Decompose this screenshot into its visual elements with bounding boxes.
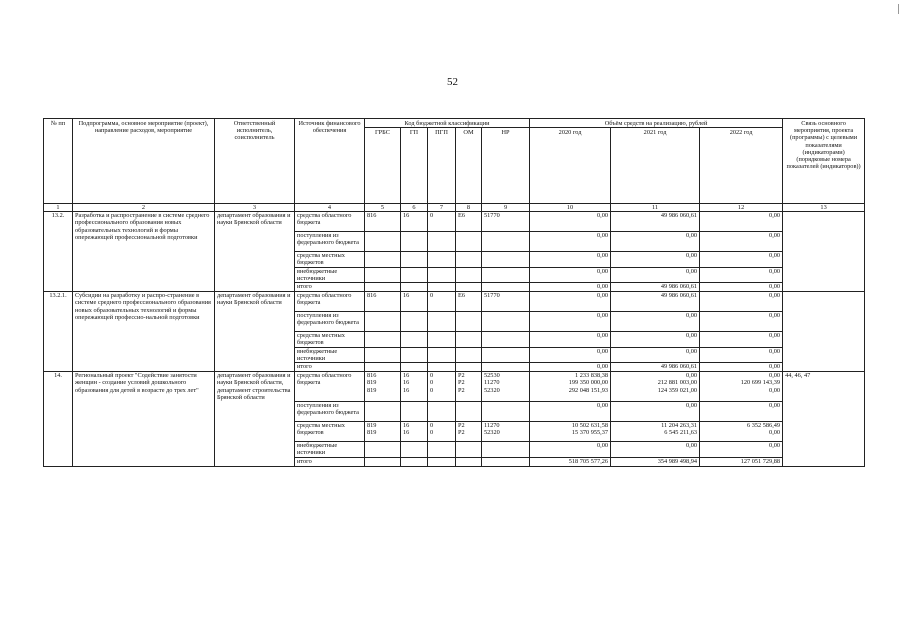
cell-line: 0,00 bbox=[597, 347, 609, 355]
budget-code bbox=[365, 422, 401, 442]
row-number: 13.2. bbox=[44, 212, 73, 292]
budget-code bbox=[428, 232, 456, 252]
cell-line: 124 359 021,00 bbox=[657, 386, 698, 394]
total-2020: 518 705 577,26 bbox=[530, 457, 611, 466]
budget-code bbox=[401, 232, 428, 252]
cell-line: 0,00 bbox=[597, 402, 609, 410]
amount-2020 bbox=[530, 332, 611, 347]
amount-2022 bbox=[700, 422, 783, 442]
budget-code bbox=[456, 252, 482, 267]
budget-code bbox=[428, 252, 456, 267]
code-line: 0 bbox=[430, 422, 434, 430]
amount-2022 bbox=[700, 442, 783, 457]
total-2022: 127 051 729,88 bbox=[700, 457, 783, 466]
budget-code bbox=[482, 312, 530, 332]
code-line: P2 bbox=[458, 372, 465, 380]
code-line: 16 bbox=[403, 372, 410, 380]
amount-2022 bbox=[700, 332, 783, 347]
total-label: итого bbox=[295, 363, 365, 372]
cell-line: 0,00 bbox=[686, 442, 698, 450]
amount-2020 bbox=[530, 347, 611, 362]
cell-line: 15 370 955,37 bbox=[571, 429, 609, 437]
column-number: 3 bbox=[215, 204, 295, 212]
amount-2022 bbox=[700, 312, 783, 332]
code-line: 819 bbox=[367, 386, 377, 394]
cell-line: 0,00 bbox=[769, 442, 781, 450]
funding-source: средства местных бюджетов bbox=[295, 422, 365, 442]
budget-code bbox=[428, 292, 456, 312]
cell-line: 0,00 bbox=[769, 267, 781, 275]
cell-line: 11 204 263,31 bbox=[661, 422, 698, 430]
code-line: 51770 bbox=[484, 292, 500, 300]
budget-code bbox=[456, 212, 482, 232]
cell-line: 0,00 bbox=[686, 312, 698, 320]
code-line: 816 bbox=[367, 292, 377, 300]
amount-2021 bbox=[611, 267, 700, 282]
cell-line: 0,00 bbox=[686, 267, 698, 275]
budget-code bbox=[365, 332, 401, 347]
amount-2020 bbox=[530, 442, 611, 457]
budget-code bbox=[482, 363, 530, 372]
row-number: 13.2.1. bbox=[44, 292, 73, 372]
code-line: P2 bbox=[458, 386, 465, 394]
budget-table bbox=[43, 118, 865, 467]
header-2021: 2021 год bbox=[611, 128, 700, 204]
total-2021: 49 986 060,61 bbox=[611, 363, 700, 372]
budget-code bbox=[428, 332, 456, 347]
amount-2021 bbox=[611, 252, 700, 267]
amount-2021 bbox=[611, 372, 700, 402]
budget-code bbox=[365, 212, 401, 232]
cell-line: 0,00 bbox=[597, 212, 609, 220]
column-number-row bbox=[44, 204, 865, 212]
amount-2021 bbox=[611, 312, 700, 332]
cell-line: 10 502 631,58 bbox=[571, 422, 609, 430]
code-line: 0 bbox=[430, 372, 434, 380]
budget-code bbox=[401, 283, 428, 292]
cell-line: 0,00 bbox=[769, 402, 781, 410]
code-line: 819 bbox=[367, 422, 377, 430]
code-line: 0 bbox=[430, 292, 434, 300]
cell-line: 6 352 586,49 bbox=[747, 422, 781, 430]
header-source: Источник финансового обеспечения bbox=[295, 119, 365, 204]
budget-code bbox=[482, 292, 530, 312]
header-grbs: ГРБС bbox=[365, 128, 401, 204]
cell-line: 0,00 bbox=[597, 292, 609, 300]
code-line: P2 bbox=[458, 422, 465, 430]
column-number: 1 bbox=[44, 204, 73, 212]
amount-2020 bbox=[530, 372, 611, 402]
amount-2020 bbox=[530, 422, 611, 442]
column-number: 7 bbox=[428, 204, 456, 212]
row-number: 14. bbox=[44, 372, 73, 466]
header-name: Подпрограмма, основное мероприятие (проект), направление расходов, мероприятие bbox=[73, 119, 215, 204]
code-line: 819 bbox=[367, 429, 377, 437]
code-line: 0 bbox=[430, 429, 434, 437]
column-number: 12 bbox=[700, 204, 783, 212]
cell-line: 0,00 bbox=[597, 232, 609, 240]
header-2020: 2020 год bbox=[530, 128, 611, 204]
table-row bbox=[44, 212, 865, 232]
total-label: итого bbox=[295, 457, 365, 466]
budget-code bbox=[482, 252, 530, 267]
total-2021: 49 986 060,61 bbox=[611, 283, 700, 292]
corner-mark bbox=[898, 4, 899, 14]
cell-line: 0,00 bbox=[769, 312, 781, 320]
code-line: P2 bbox=[458, 429, 465, 437]
budget-code bbox=[428, 422, 456, 442]
budget-code bbox=[482, 332, 530, 347]
header-responsible: Ответственный исполнитель, соисполнитель bbox=[215, 119, 295, 204]
header-link: Связь основного мероприятия, проекта (программы) с целевыми показателями (индикаторами) (порядковые номера показателей (индикаторов)) bbox=[783, 119, 865, 204]
budget-code bbox=[365, 232, 401, 252]
code-line: 816 bbox=[367, 372, 377, 380]
budget-code bbox=[401, 292, 428, 312]
header-gp: ГП bbox=[401, 128, 428, 204]
budget-code bbox=[401, 252, 428, 267]
amount-2020 bbox=[530, 292, 611, 312]
funding-source: внебюджетные источники bbox=[295, 347, 365, 362]
code-line: 52320 bbox=[484, 386, 500, 394]
cell-line: 0,00 bbox=[686, 332, 698, 340]
code-line: 52530 bbox=[484, 372, 500, 380]
amount-2021 bbox=[611, 347, 700, 362]
cell-line: 0,00 bbox=[597, 252, 609, 260]
cell-line: 0,00 bbox=[686, 252, 698, 260]
funding-source: средства местных бюджетов bbox=[295, 252, 365, 267]
column-number: 9 bbox=[482, 204, 530, 212]
header-budget-code: Код бюджетной классификации bbox=[365, 119, 530, 128]
budget-code bbox=[482, 267, 530, 282]
budget-code bbox=[428, 457, 456, 466]
cell-line: 0,00 bbox=[769, 232, 781, 240]
cell-line: 0,00 bbox=[597, 442, 609, 450]
code-line: 52320 bbox=[484, 429, 500, 437]
code-line: Е6 bbox=[458, 292, 465, 300]
table-body bbox=[44, 212, 865, 466]
code-line: 16 bbox=[403, 422, 410, 430]
column-number: 6 bbox=[401, 204, 428, 212]
header-volume: Объём средств на реализацию, рублей bbox=[530, 119, 783, 128]
budget-code bbox=[401, 402, 428, 422]
budget-code bbox=[428, 363, 456, 372]
measure-name: Субсидии на разработку и распро-странение в системе среднего профессионального образования новых образовательных технологий и формы опережающей профессио-нальной подготовки bbox=[73, 292, 215, 372]
cell-line: 0,00 bbox=[597, 332, 609, 340]
cell-line: 0,00 bbox=[769, 347, 781, 355]
responsible: департамент образования и науки Брянской области, департамент строительства Брянской области bbox=[215, 372, 295, 466]
budget-code bbox=[401, 457, 428, 466]
amount-2022 bbox=[700, 372, 783, 402]
cell-line: 0,00 bbox=[686, 402, 698, 410]
code-line: 16 bbox=[403, 212, 410, 220]
total-2020: 0,00 bbox=[530, 363, 611, 372]
budget-code bbox=[401, 347, 428, 362]
cell-line: 0,00 bbox=[769, 212, 781, 220]
code-line: 816 bbox=[367, 212, 377, 220]
budget-code bbox=[456, 292, 482, 312]
code-line: 0 bbox=[430, 212, 434, 220]
budget-code bbox=[401, 267, 428, 282]
cell-line: 0,00 bbox=[769, 292, 781, 300]
code-line: 16 bbox=[403, 386, 410, 394]
code-line: 0 bbox=[430, 386, 434, 394]
budget-code bbox=[482, 442, 530, 457]
budget-code bbox=[428, 267, 456, 282]
code-line: 0 bbox=[430, 379, 434, 387]
column-number: 8 bbox=[456, 204, 482, 212]
budget-code bbox=[365, 442, 401, 457]
cell-line: 1 233 838,38 bbox=[575, 372, 609, 380]
amount-2021 bbox=[611, 212, 700, 232]
table-row bbox=[44, 372, 865, 402]
funding-source: средства местных бюджетов bbox=[295, 332, 365, 347]
total-2021: 354 989 498,94 bbox=[611, 457, 700, 466]
indicator-link bbox=[783, 292, 865, 372]
budget-code bbox=[428, 442, 456, 457]
funding-source: поступления из федерального бюджета bbox=[295, 312, 365, 332]
responsible: департамент образования и науки Брянской области bbox=[215, 212, 295, 292]
funding-source: средства областного бюджета bbox=[295, 372, 365, 402]
amount-2021 bbox=[611, 232, 700, 252]
code-line: 16 bbox=[403, 379, 410, 387]
budget-code bbox=[456, 312, 482, 332]
budget-code bbox=[365, 363, 401, 372]
cell-line: 0,00 bbox=[769, 429, 781, 437]
cell-line: 0,00 bbox=[597, 312, 609, 320]
budget-code bbox=[401, 442, 428, 457]
cell-line: 0,00 bbox=[769, 332, 781, 340]
column-number: 4 bbox=[295, 204, 365, 212]
cell-line: 292 048 151,93 bbox=[568, 386, 609, 394]
budget-code bbox=[456, 372, 482, 402]
funding-source: поступления из федерального бюджета bbox=[295, 232, 365, 252]
budget-code bbox=[482, 402, 530, 422]
header-om: ОМ bbox=[456, 128, 482, 204]
budget-code bbox=[401, 372, 428, 402]
header-num: № пп bbox=[44, 119, 73, 204]
amount-2022 bbox=[700, 232, 783, 252]
amount-2022 bbox=[700, 347, 783, 362]
amount-2020 bbox=[530, 267, 611, 282]
funding-source: внебюджетные источники bbox=[295, 442, 365, 457]
cell-line: 49 986 060,61 bbox=[660, 292, 698, 300]
header-nr: НР bbox=[482, 128, 530, 204]
column-number: 11 bbox=[611, 204, 700, 212]
budget-code bbox=[456, 457, 482, 466]
budget-code bbox=[456, 363, 482, 372]
code-line: 16 bbox=[403, 292, 410, 300]
budget-code bbox=[456, 232, 482, 252]
header-2022: 2022 год bbox=[700, 128, 783, 204]
amount-2020 bbox=[530, 232, 611, 252]
total-label: итого bbox=[295, 283, 365, 292]
total-2022: 0,00 bbox=[700, 363, 783, 372]
budget-code bbox=[456, 332, 482, 347]
budget-code bbox=[428, 312, 456, 332]
budget-code bbox=[365, 252, 401, 267]
amount-2022 bbox=[700, 212, 783, 232]
amount-2020 bbox=[530, 212, 611, 232]
header-pgp: ПГП bbox=[428, 128, 456, 204]
total-2020: 0,00 bbox=[530, 283, 611, 292]
budget-code bbox=[456, 422, 482, 442]
budget-code bbox=[365, 372, 401, 402]
budget-code bbox=[428, 347, 456, 362]
cell-line: 212 881 003,00 bbox=[657, 379, 698, 387]
responsible: департамент образования и науки Брянской области bbox=[215, 292, 295, 372]
budget-code bbox=[482, 372, 530, 402]
budget-code bbox=[428, 283, 456, 292]
cell-line: 0,00 bbox=[686, 347, 698, 355]
budget-code bbox=[428, 212, 456, 232]
column-number: 5 bbox=[365, 204, 401, 212]
indicator-link: 44, 46, 47 bbox=[783, 372, 865, 466]
code-line: 16 bbox=[403, 429, 410, 437]
budget-code bbox=[428, 372, 456, 402]
indicator-link bbox=[783, 212, 865, 292]
cell-line: 0,00 bbox=[597, 267, 609, 275]
code-line: 51770 bbox=[484, 212, 500, 220]
budget-code bbox=[482, 347, 530, 362]
cell-line: 199 350 000,00 bbox=[568, 379, 609, 387]
budget-code bbox=[365, 347, 401, 362]
budget-code bbox=[401, 332, 428, 347]
page-number: 52 bbox=[447, 76, 458, 88]
budget-code bbox=[365, 283, 401, 292]
cell-line: 0,00 bbox=[769, 252, 781, 260]
cell-line: 0,00 bbox=[769, 386, 781, 394]
code-line: 11270 bbox=[484, 422, 500, 430]
cell-line: 0,00 bbox=[769, 372, 781, 380]
budget-code bbox=[365, 402, 401, 422]
funding-source: внебюджетные источники bbox=[295, 267, 365, 282]
budget-code bbox=[401, 363, 428, 372]
amount-2022 bbox=[700, 267, 783, 282]
amount-2020 bbox=[530, 402, 611, 422]
measure-name: Разработка и распространение в системе среднего профессионального образования новых образовательных технологий и формы опережающей профессиональной подготовки bbox=[73, 212, 215, 292]
cell-line: 120 699 143,39 bbox=[740, 379, 781, 387]
amount-2021 bbox=[611, 442, 700, 457]
amount-2021 bbox=[611, 332, 700, 347]
column-number: 2 bbox=[73, 204, 215, 212]
budget-code bbox=[401, 422, 428, 442]
budget-code bbox=[401, 312, 428, 332]
budget-code bbox=[482, 212, 530, 232]
column-number: 13 bbox=[783, 204, 865, 212]
column-number: 10 bbox=[530, 204, 611, 212]
code-line: P2 bbox=[458, 379, 465, 387]
cell-line: 49 986 060,61 bbox=[660, 212, 698, 220]
cell-line: 6 545 211,63 bbox=[664, 429, 698, 437]
amount-2022 bbox=[700, 252, 783, 267]
budget-code bbox=[365, 312, 401, 332]
amount-2021 bbox=[611, 422, 700, 442]
budget-code bbox=[482, 422, 530, 442]
budget-code bbox=[456, 402, 482, 422]
budget-code bbox=[365, 267, 401, 282]
code-line: Е6 bbox=[458, 212, 465, 220]
budget-code bbox=[456, 442, 482, 457]
amount-2020 bbox=[530, 312, 611, 332]
code-line: 819 bbox=[367, 379, 377, 387]
budget-code bbox=[482, 457, 530, 466]
budget-code bbox=[482, 283, 530, 292]
cell-line: 0,00 bbox=[686, 372, 698, 380]
budget-code bbox=[482, 232, 530, 252]
funding-source: средства областного бюджета bbox=[295, 292, 365, 312]
amount-2022 bbox=[700, 292, 783, 312]
budget-code bbox=[456, 267, 482, 282]
amount-2021 bbox=[611, 292, 700, 312]
table-row bbox=[44, 292, 865, 312]
code-line: 11270 bbox=[484, 379, 500, 387]
total-2022: 0,00 bbox=[700, 283, 783, 292]
budget-code bbox=[365, 457, 401, 466]
funding-source: поступления из федерального бюджета bbox=[295, 402, 365, 422]
amount-2021 bbox=[611, 402, 700, 422]
budget-code bbox=[428, 402, 456, 422]
budget-code bbox=[365, 292, 401, 312]
amount-2020 bbox=[530, 252, 611, 267]
budget-code bbox=[456, 283, 482, 292]
budget-code bbox=[456, 347, 482, 362]
budget-code bbox=[401, 212, 428, 232]
measure-name: Региональный проект "Содействие занятости женщин - создание условий дошкольного образования для детей в возрасте до трех лет" bbox=[73, 372, 215, 466]
amount-2022 bbox=[700, 402, 783, 422]
cell-line: 0,00 bbox=[686, 232, 698, 240]
funding-source: средства областного бюджета bbox=[295, 212, 365, 232]
